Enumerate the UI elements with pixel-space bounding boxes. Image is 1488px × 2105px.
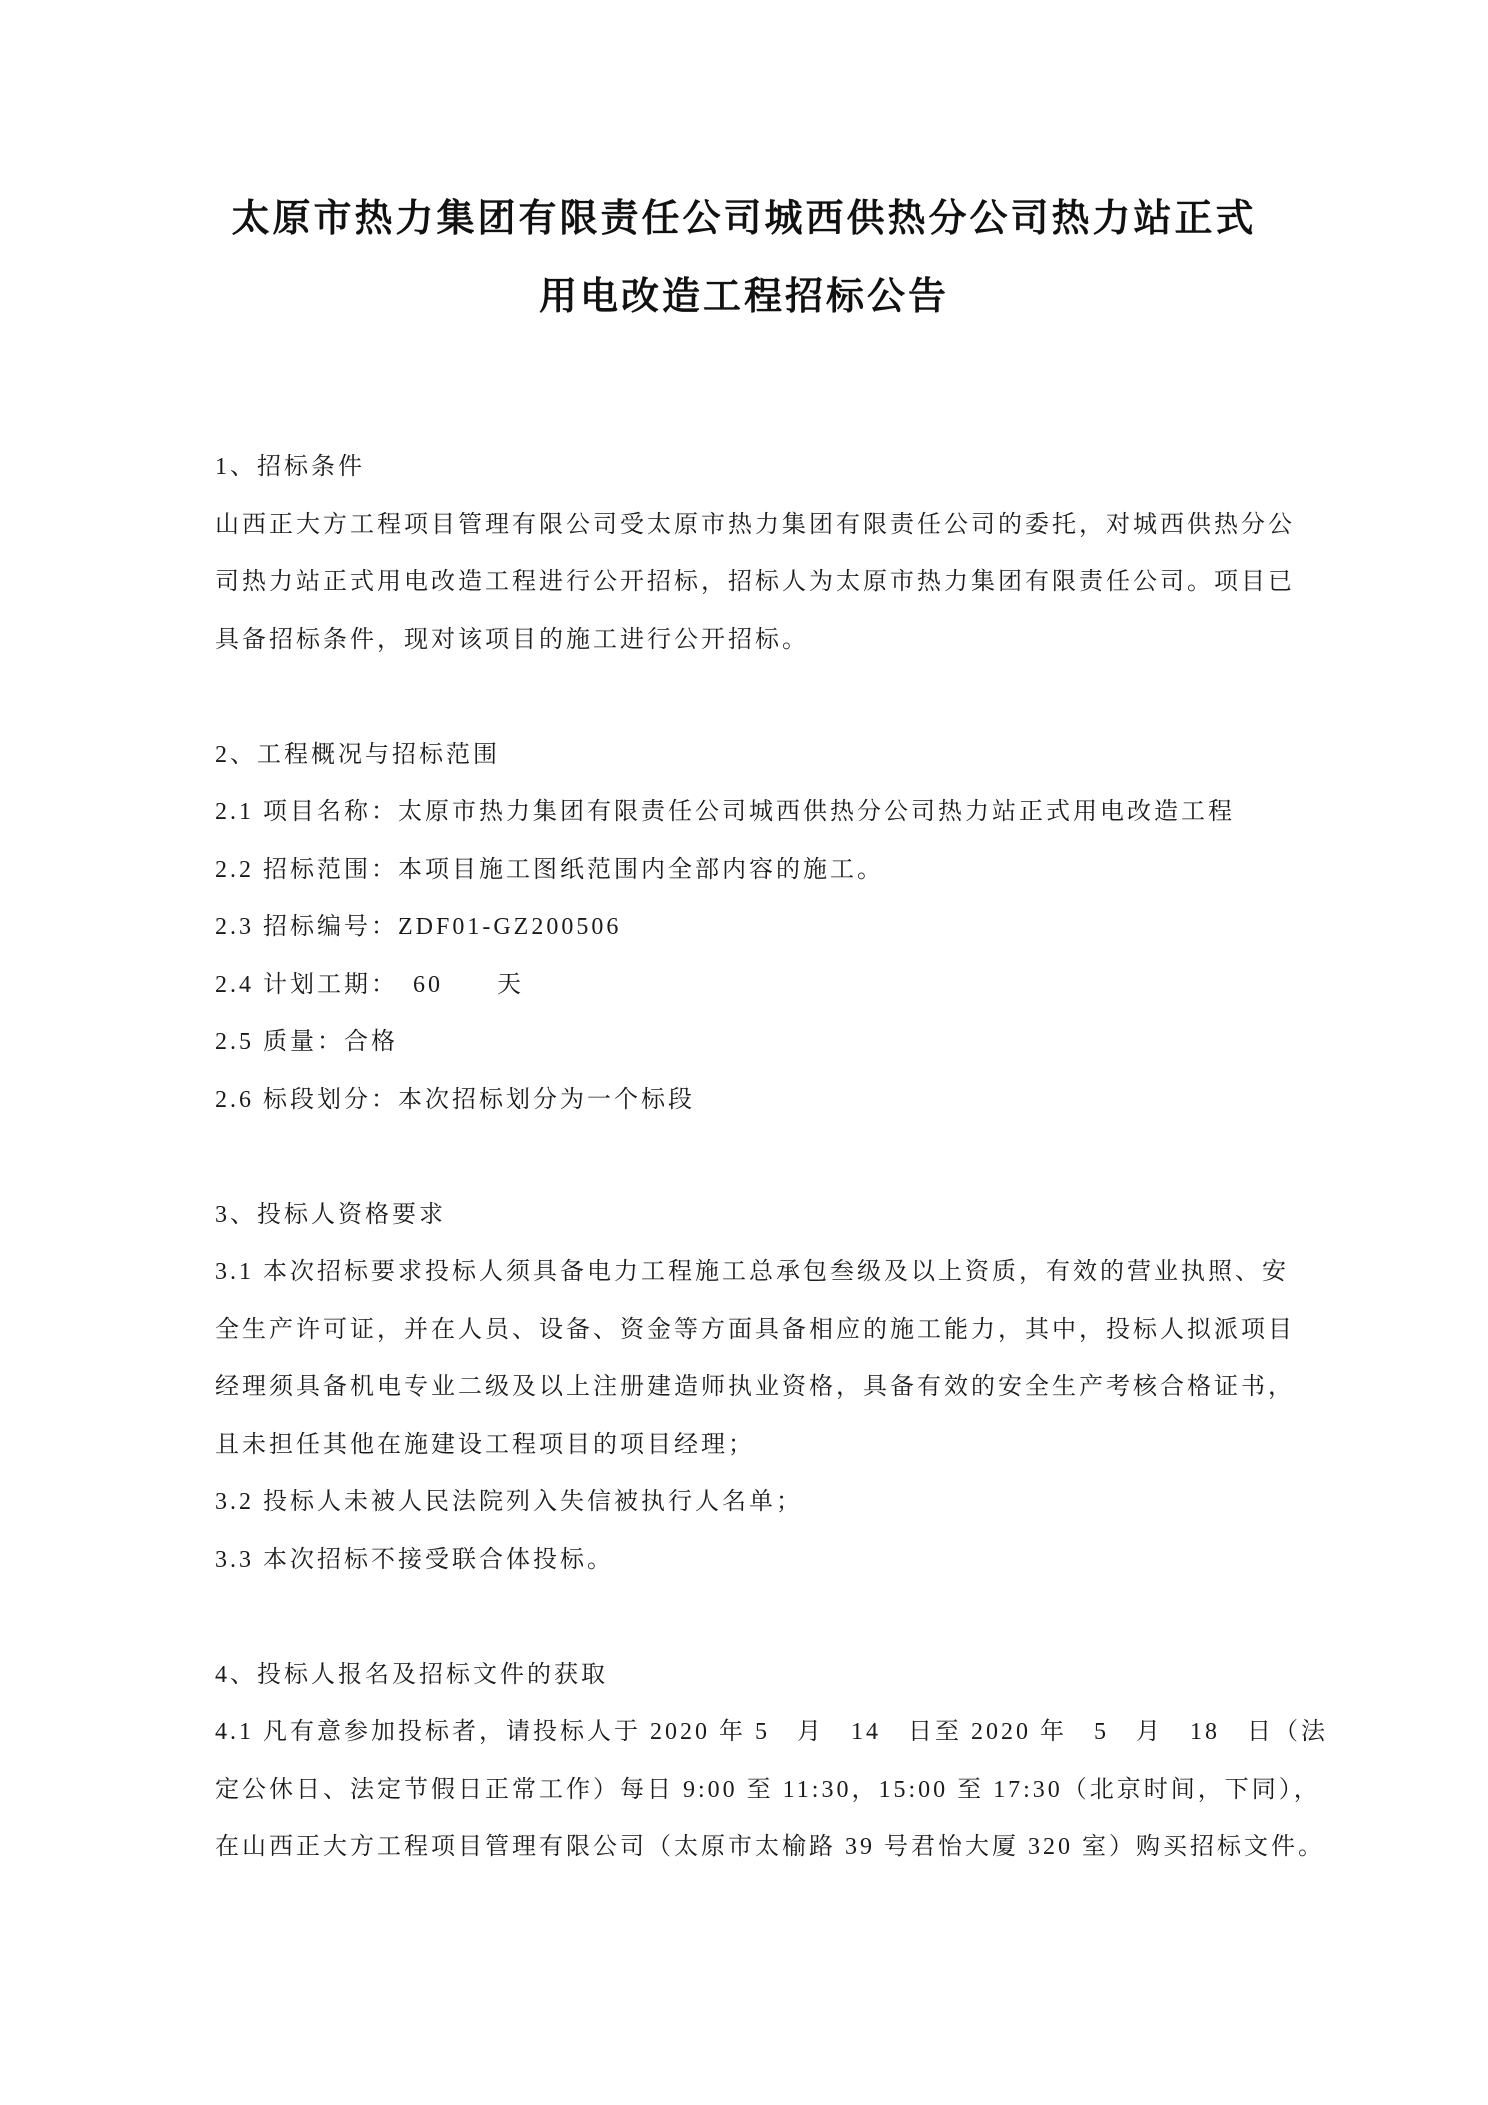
document-title-line-2: 用电改造工程招标公告 (538, 276, 949, 318)
section-2-line-project-name: 2.1 项目名称：太原市热力集团有限责任公司城西供热分公司热力站正式用电改造工程 (215, 799, 1235, 825)
section-2-line-planned-duration: 2.4 计划工期： 60 天 (215, 971, 524, 998)
section-1-line-1: 山西正大方工程项目管理有限公司受太原市热力集团有限责任公司的委托，对城西供热分公 (215, 511, 1295, 538)
section-1-line-2: 司热力站正式用电改造工程进行公开招标，招标人为太原市热力集团有限责任公司。项目已 (215, 569, 1295, 595)
section-2-line-lot-division: 2.6 标段划分：本次招标划分为一个标段 (215, 1086, 695, 1113)
section-4-line-2: 定公休日、法定节假日正常工作）每日 9:00 至 11:30，15:00 至 17:30（北京时间，下同）， (215, 1776, 1321, 1803)
section-4-heading: 4、投标人报名及招标文件的获取 (215, 1661, 608, 1688)
section-3-bidder-qualifications (215, 1187, 1295, 1590)
section-3-line-6: 3.3 本次招标不接受联合体投标。 (215, 1546, 614, 1573)
section-3-line-1: 3.1 本次招标要求投标人须具备电力工程施工总承包叁级及以上资质，有效的营业执照、安 (215, 1259, 1289, 1285)
section-3-line-3: 经理须具备机电专业二级及以上注册建造师执业资格，具备有效的安全生产考核合格证书， (215, 1374, 1295, 1400)
document-title-line-1: 太原市热力集团有限责任公司城西供热分公司热力站正式 (231, 198, 1257, 240)
section-3-line-2: 全生产许可证，并在人员、设备、资金等方面具备相应的施工能力，其中，投标人拟派项目 (215, 1316, 1295, 1343)
section-2-line-bid-number: 2.3 招标编号：ZDF01-GZ200506 (215, 914, 622, 940)
section-2-line-quality: 2.5 质量：合格 (215, 1029, 398, 1055)
section-4-line-1: 4.1 凡有意参加投标者，请投标人于 2020 年 5 月 14 日至 2020 年 5 月 18 日（法 (215, 1719, 1328, 1745)
section-2-project-overview (215, 727, 1295, 1130)
document-body (215, 439, 1328, 1877)
section-1-line-3: 具备招标条件，现对该项目的施工进行公开招标。 (215, 626, 809, 653)
section-2-line-bidding-scope: 2.2 招标范围：本项目施工图纸范围内全部内容的施工。 (215, 856, 884, 883)
section-1-heading: 1、招标条件 (215, 454, 365, 480)
section-3-line-5: 3.2 投标人未被人民法院列入失信被执行人名单； (215, 1489, 803, 1515)
document-title (0, 0, 1488, 336)
section-4-registration-and-documents (215, 1647, 1328, 1877)
section-4-line-3: 在山西正大方工程项目管理有限公司（太原市太榆路 39 号君怡大厦 320 室）购买招标文件。 (215, 1834, 1325, 1860)
section-1-bidding-conditions (215, 439, 1295, 669)
section-3-line-4: 且未担任其他在施建设工程项目的项目经理； (215, 1431, 755, 1458)
section-2-heading: 2、工程概况与招标范围 (215, 741, 500, 768)
section-3-heading: 3、投标人资格要求 (215, 1201, 446, 1228)
